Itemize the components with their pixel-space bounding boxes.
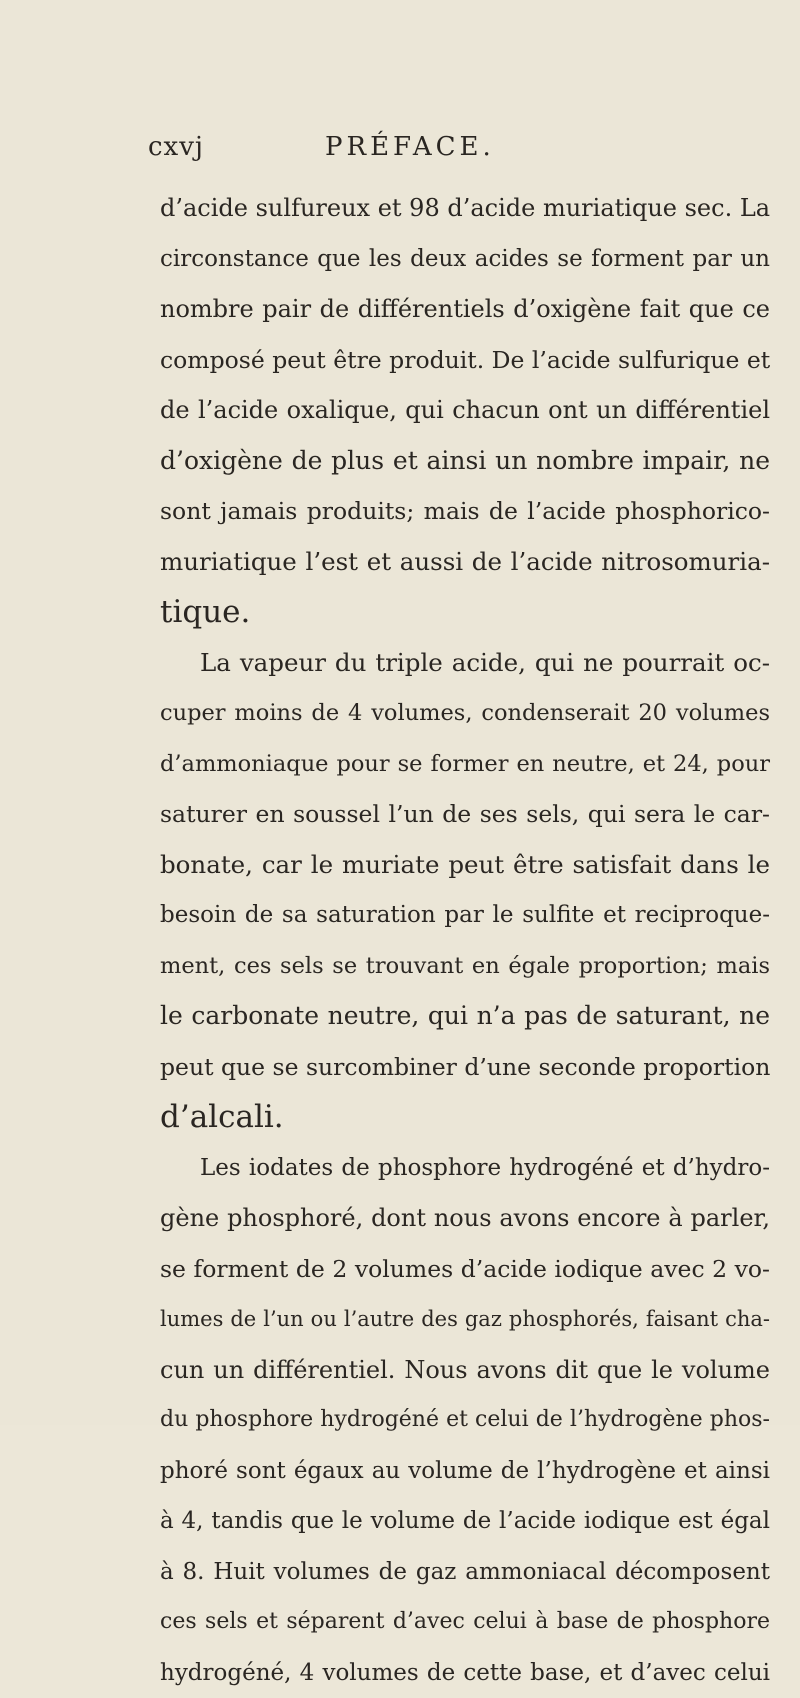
text-line: de l’acide oxalique, qui chacun ont un différentiel (160, 385, 770, 436)
text-line: cuper moins de 4 volumes, condenserait 20 volumes (160, 688, 770, 739)
text-line: à 4, tandis que le volume de l’acide iodique est égal (160, 1496, 770, 1547)
text-line: d’ammoniaque pour se former en neutre, et 24, pour (160, 739, 770, 790)
text-line: sont jamais produits; mais de l’acide phosphorico- (160, 486, 770, 537)
paragraph-start-line: Les iodates de phosphore hydrogéné et d’hydro- (160, 1143, 770, 1194)
running-head: PRÉFACE. (325, 132, 495, 162)
text-line: gène phosphoré, dont nous avons encore à parler, (160, 1193, 770, 1244)
paragraph-start-line: La vapeur du triple acide, qui ne pourrait oc- (160, 638, 770, 689)
text-line: ces sels et séparent d’avec celui à base de phosphore (160, 1597, 770, 1648)
text-line: du phosphore hydrogéné et celui de l’hydrogène phos- (160, 1395, 770, 1446)
text-line: circonstance que les deux acides se forment par un (160, 234, 770, 285)
text-line: saturer en soussel l’un de ses sels, qui sera le car- (160, 789, 770, 840)
text-line: hydrogéné, 4 volumes de cette base, et d’avec celui (160, 1648, 770, 1698)
text-line: d’acide sulfureux et 98 d’acide muriatique sec. La (160, 183, 770, 234)
text-line: lumes de l’un ou l’autre des gaz phosphorés, faisant cha- (160, 1294, 770, 1345)
paragraph-end-line: d’alcali. (160, 1092, 770, 1143)
text-line: nombre pair de différentiels d’oxigène fait que ce (160, 284, 770, 335)
text-line: peut que se surcombiner d’une seconde proportion (160, 1042, 770, 1093)
text-line: d’oxigène de plus et ainsi un nombre impair, ne (160, 436, 770, 487)
text-line: muriatique l’est et aussi de l’acide nitrosomuria- (160, 537, 770, 588)
paragraph-end-line: tique. (160, 587, 770, 638)
text-line: le carbonate neutre, qui n’a pas de saturant, ne (160, 991, 770, 1042)
page-number: cxvj (148, 132, 204, 162)
text-line: phoré sont égaux au volume de l’hydrogène et ainsi (160, 1446, 770, 1497)
body-text (160, 183, 770, 1698)
text-line: à 8. Huit volumes de gaz ammoniacal décomposent (160, 1547, 770, 1598)
text-line: ment, ces sels se trouvant en égale proportion; mais (160, 941, 770, 992)
text-line: bonate, car le muriate peut être satisfait dans le (160, 840, 770, 891)
text-line: se forment de 2 volumes d’acide iodique avec 2 vo- (160, 1244, 770, 1295)
text-line: composé peut être produit. De l’acide sulfurique et (160, 335, 770, 386)
text-line: cun un différentiel. Nous avons dit que le volume (160, 1345, 770, 1396)
text-line: besoin de sa saturation par le sulfite et reciproque- (160, 890, 770, 941)
